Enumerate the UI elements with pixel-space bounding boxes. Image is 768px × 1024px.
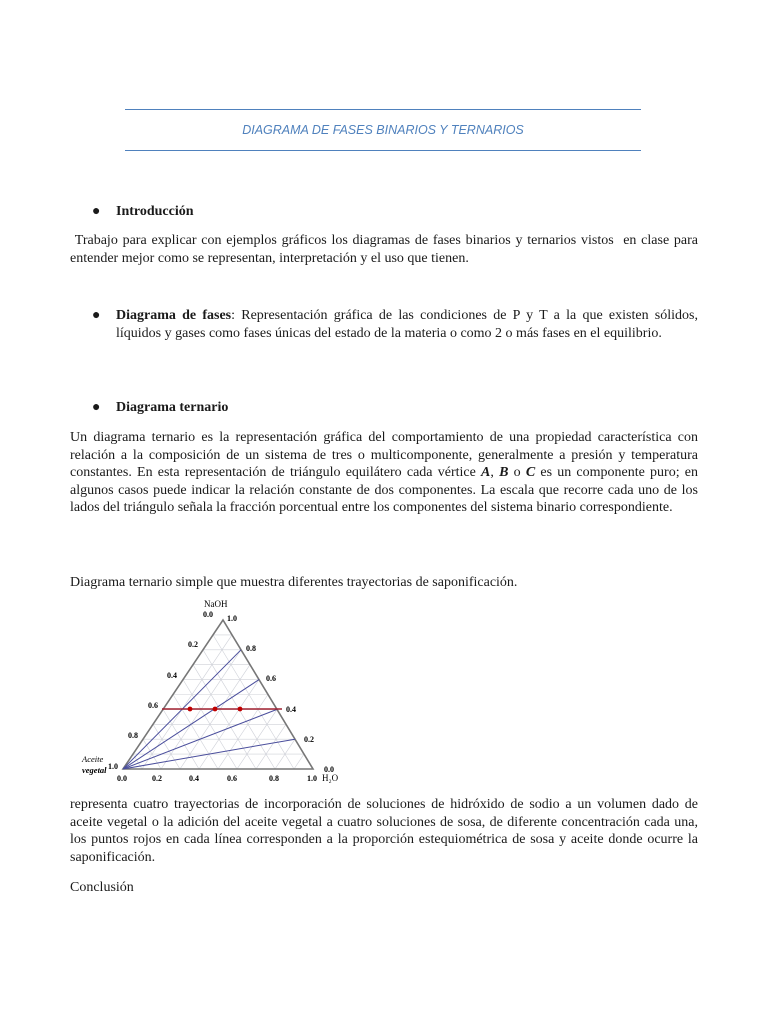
left-tick-3: 0.6 [148, 701, 158, 710]
fases-text: : Representación gráfica de las condiciones de P y T a la que existen sólidos, líquidos y gases como fases únicas del estado de la materia o como 2 o más fases en el equilibrio. [116, 308, 698, 341]
ternary-grid [133, 635, 304, 769]
vertex-a: A [481, 465, 491, 480]
grid-line [218, 695, 268, 770]
ternario-text-1: Un diagrama ternario es la representación gráfica del comportamiento de una propiedad característica con relación a la composición de un sistema de tres o multicomponente, generalmente a presión y temperatura constantes. En esta representación de triángulo equilátero cada vértice [70, 430, 698, 480]
bullet-icon: ● [92, 204, 101, 219]
bottom-tick-0: 0.0 [117, 774, 127, 783]
h2o-label: H₂O [322, 773, 339, 783]
left-tick-0: 0.0 [203, 610, 213, 619]
bottom-tick-3: 0.6 [227, 774, 237, 783]
fases-term: Diagrama de fases [116, 308, 232, 323]
ternary-diagram [80, 593, 370, 788]
right-tick-3: 0.4 [286, 705, 296, 714]
bottom-tick-2: 0.4 [189, 774, 199, 783]
right-tick-4: 0.2 [304, 735, 314, 744]
intro-paragraph: Trabajo para explicar con ejemplos gráficos los diagramas de fases binarios y ternarios vistos en clase para entender mejor como se representan, interpretación y el uso que tienen. [70, 233, 702, 266]
naoh-label: NaOH [204, 599, 228, 609]
grid-line [294, 754, 304, 769]
header-rule-top [125, 109, 641, 110]
left-tick-1: 0.2 [188, 640, 198, 649]
separator: o [508, 465, 526, 480]
page-title: DIAGRAMA DE FASES BINARIOS Y TERNARIOS [242, 123, 524, 137]
saponification-point [213, 707, 218, 712]
bullet-icon: ● [92, 308, 101, 323]
separator: , [490, 465, 500, 480]
saponification-point [238, 707, 243, 712]
left-tick-2: 0.4 [167, 671, 177, 680]
bottom-tick-1: 0.2 [152, 774, 162, 783]
ternario-text-2: es un componente puro; en algunos casos puede indicar la relación constante de dos componentes. La escala que recorre cada uno de los lados del triángulo señala la fracción porcentual entre los componentes del sistema binario correspondiente. [70, 465, 699, 515]
ternario-heading: Diagrama ternario [116, 400, 229, 415]
right-tick-5: 0.0 [324, 765, 334, 774]
right-tick-0: 1.0 [227, 614, 237, 623]
ternario-heading-item [92, 400, 228, 416]
bottom-tick-5: 1.0 [307, 774, 317, 783]
ternario-paragraph [70, 429, 698, 517]
intro-heading: Introducción [116, 204, 194, 219]
right-tick-1: 0.8 [246, 644, 256, 653]
intro-heading-item [92, 204, 194, 220]
aceite-label: Aceite [82, 754, 104, 764]
right-tick-2: 0.6 [266, 674, 276, 683]
conclusion-heading: Conclusión [70, 880, 134, 895]
saponification-point [188, 707, 193, 712]
left-tick-5: 1.0 [108, 762, 118, 771]
vertex-c: C [525, 465, 536, 480]
header-rule-bottom [125, 150, 641, 151]
bottom-tick-4: 0.8 [269, 774, 279, 783]
fases-paragraph [116, 307, 698, 342]
fases-item [92, 307, 698, 341]
vertex-b: B [499, 465, 509, 480]
left-tick-4: 0.8 [128, 731, 138, 740]
bullet-icon: ● [92, 400, 101, 415]
figure-description: representa cuatro trayectorias de incorporación de soluciones de hidróxido de sodio a un volumen dado de aceite vegetal o la adición del aceite vegetal a cuatro soluciones de sosa, de diferente concentración cada una, los puntos rojos en cada línea corresponden a la proporción estequiométrica de sosa y aceite donde ocurre la saponificación. [70, 797, 698, 865]
vegetal-label: vegetal [82, 765, 107, 775]
figure-caption: Diagrama ternario simple que muestra diferentes trayectorias de saponificación. [70, 575, 518, 590]
